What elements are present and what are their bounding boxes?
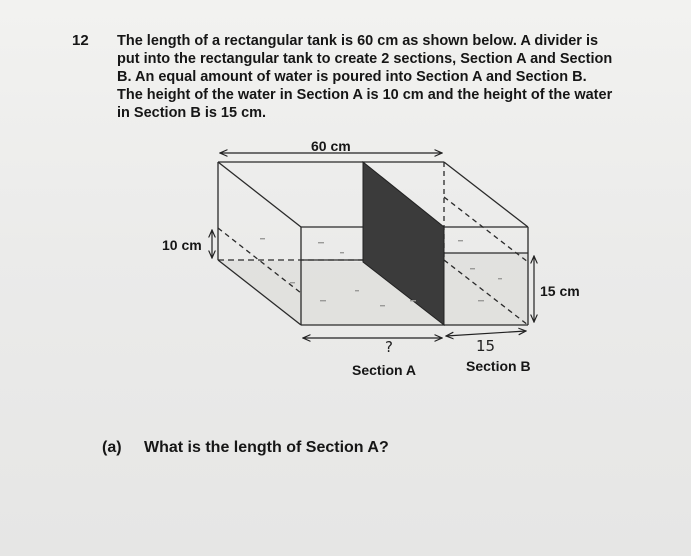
part-a-letter: (a) bbox=[102, 439, 122, 456]
section-b-length-label: 15 bbox=[476, 337, 496, 355]
question-line: The length of a rectangular tank is 60 cm as shown below. A divider is bbox=[117, 33, 599, 49]
question-number: 12 bbox=[72, 32, 89, 49]
part-a-question bbox=[102, 439, 389, 457]
question-line: The height of the water in Section A is 10 cm and the height of the water bbox=[117, 87, 613, 103]
water-a-height-label: 10 cm bbox=[162, 237, 202, 253]
question-line: put into the rectangular tank to create 2 sections, Section A and Section bbox=[117, 51, 613, 67]
section-b-label: Section B bbox=[466, 358, 531, 374]
length-label: 60 cm bbox=[311, 138, 351, 154]
water-b-height-label: 15 cm bbox=[540, 283, 580, 299]
water-section-b bbox=[444, 253, 528, 325]
question-line: in Section B is 15 cm. bbox=[117, 105, 267, 121]
part-a-text: What is the length of Section A? bbox=[144, 439, 389, 456]
question-line: B. An equal amount of water is poured into Section A and Section B. bbox=[117, 69, 587, 85]
section-a-length-label: ? bbox=[385, 338, 393, 356]
section-a-label: Section A bbox=[352, 362, 417, 378]
section-b-length-arrow bbox=[446, 331, 526, 336]
